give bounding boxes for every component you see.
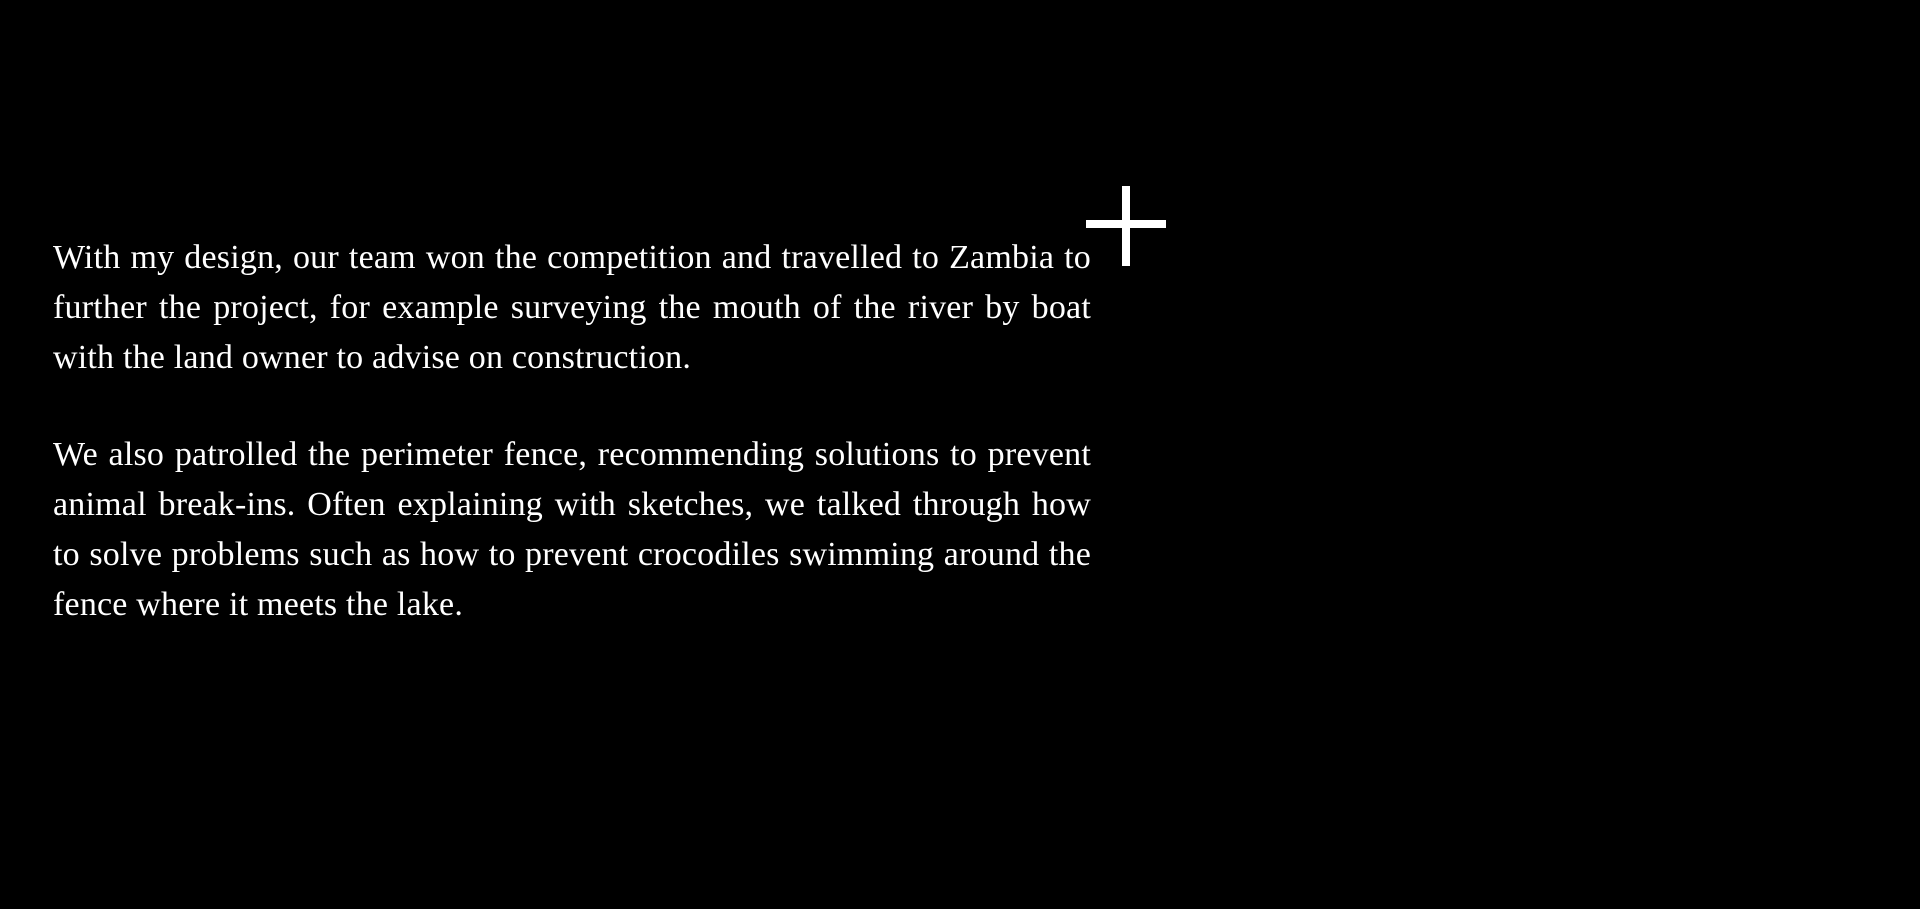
- plus-icon: [1086, 186, 1166, 266]
- text-block: [53, 233, 1091, 630]
- paragraph-fence-patrol: We also patrolled the perimeter fence, recommending solutions to prevent animal break-ins. Often explaining with sketches, we talked through how to solve problems such as how to prevent crocodiles swimming around the fence where it meets the lake.: [53, 436, 1091, 623]
- paragraph-competition: With my design, our team won the competition and travelled to Zambia to further the project, for example surveying the mouth of the river by boat with the land owner to advise on construction.: [53, 239, 1091, 376]
- expand-button[interactable]: [1086, 186, 1166, 266]
